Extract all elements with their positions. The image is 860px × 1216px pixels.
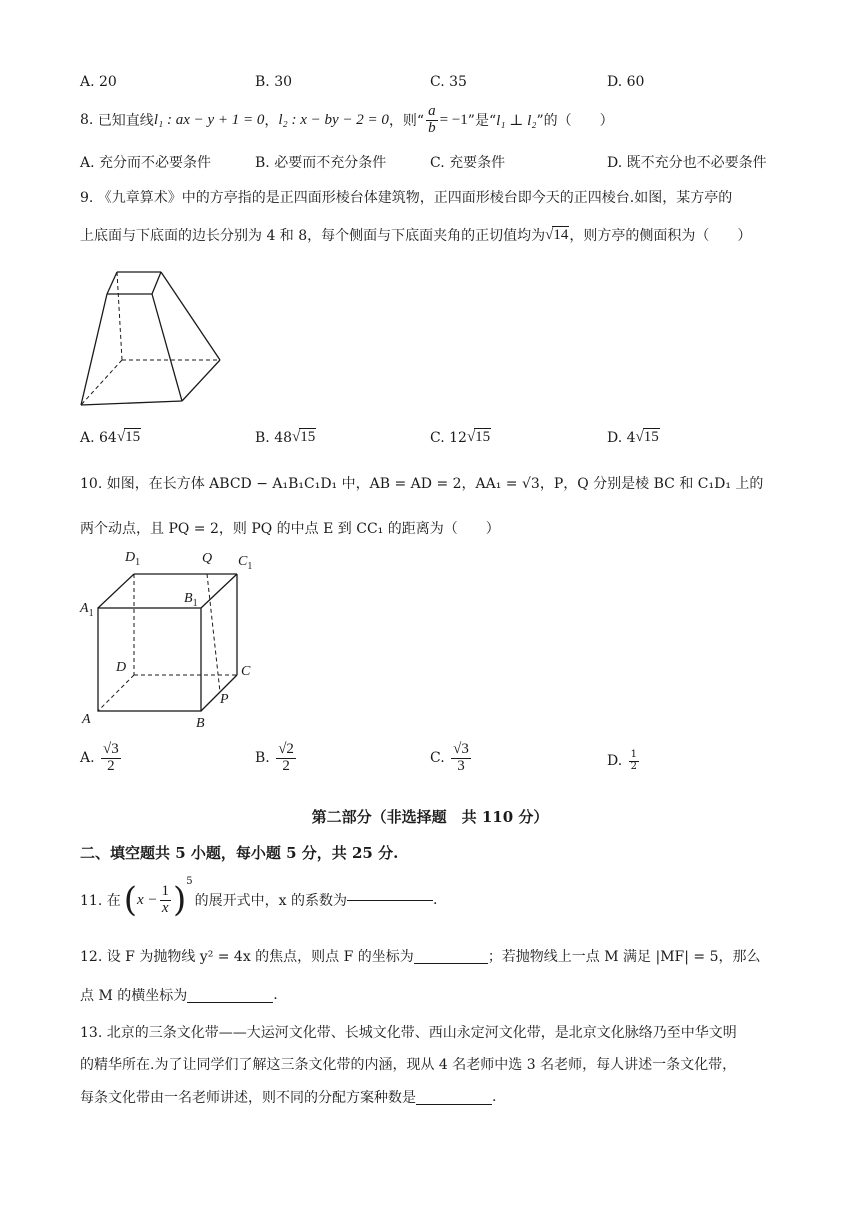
q8-option-a: A. 充分而不必要条件 [80,155,212,171]
q7-option-d: D. 60 [607,74,645,90]
q9-option-d: D. 4 √15 [607,429,659,446]
q8-is: ”是“ [467,113,497,130]
q9-line2-b: ，则方亭的侧面积为（ ） [569,228,752,244]
label-c: C [241,664,251,679]
q8-option-d: D. 既不充分也不必要条件 [607,155,767,171]
q8-prefix: 已知直线 [97,113,154,130]
q9-stem-line1: 9. 《九章算术》中的方亭指的是正四面形棱台体建筑物，正四面形棱台即今天的正四棱台.如图，某方亭的 [80,190,733,206]
label-b: B [196,716,205,731]
q8-suffix: ”的（ ） [536,113,614,130]
q9-option-b: B. 48 √15 [255,429,316,446]
q8-l2-equation: l₂ : x − by − 2 = 0 [278,111,389,128]
q9-option-a: A. 64 √15 [80,429,141,446]
q8-option-b: B. 必要而不充分条件 [255,155,387,171]
q8-perp: l₁ ⊥ l₂ [496,112,537,129]
section2-title: 第二部分（非选择题 共 110 分） [311,808,549,826]
q10-cuboid-figure [75,545,265,735]
q10-stem-line2: 两个动点，且 PQ = 2，则 PQ 的中点 E 到 CC₁ 的距离为（ ） [80,521,500,537]
q11-stem: 11. 在 ( x − $\frac{1}{x}$ ) 5 的展开式中，x 的系数为 . [80,876,438,920]
label-q: Q [202,551,213,566]
q13-line1: 13. 北京的三条文化带——大运河文化带、长城文化带、西山永定河文化带，是北京文化脉络乃至中华文明 [80,1025,737,1041]
label-c1: $C_1$ [238,554,253,572]
q9-line2-a: 上底面与下底面的边长分别为 4 和 8，每个侧面与下底面夹角的正切值均为 [80,228,546,244]
q9-frustum-figure [76,268,236,416]
q10-option-c: C. $\frac{√3}{3}$ [430,741,469,774]
q8-cond-rhs: = −1 [439,111,468,128]
q8-number: 8. [80,112,94,129]
q7-option-b: B. 30 [255,74,293,90]
q10-stem-line1: 10. 如图，在长方体 ABCD − A₁B₁C₁D₁ 中，AB = AD = 2，AA₁ = √3，P，Q 分别是棱 BC 和 C₁D₁ 上的 [80,476,764,492]
q12-line1: 12. 设 F 为抛物线 y² = 4x 的焦点，则点 F 的坐标为 ；若抛物线上一点 M 满足 |MF| = 5，那么 [80,949,761,965]
q10-option-a: A. $\frac{√3}{2}$ [80,741,119,774]
q13-line3: 每条文化带由一名老师讲述，则不同的分配方案种数是 . [80,1089,497,1106]
label-a1: $A_1$ [80,601,94,619]
q10-option-b: B. $\frac{√2}{2}$ [255,741,294,774]
q8-stem: 8. 已知直线 l₁ : ax − y + 1 = 0 ， l₂ : x − by − 2 = 0 ，则“ $\frac{a}{b}$ = −1 ”是“ l₁ ⊥ l₂ ”的（ ） [80,103,614,136]
q8-l1-equation: l₁ : ax − y + 1 = 0 [153,111,265,128]
label-p: P [220,692,229,707]
q8-then: ，则“ [388,113,425,130]
q8-option-c: C. 充要条件 [430,155,506,171]
q9-option-c: C. 12 √15 [430,429,491,446]
label-d1: $D_1$ [125,550,141,568]
label-b1: $B_1$ [184,591,198,609]
q12-line2: 点 M 的横坐标为 . [80,987,278,1004]
q9-sqrt-14: √14 [545,226,569,243]
label-a: A [82,712,91,727]
section2-heading: 二、填空题共 5 小题，每小题 5 分，共 25 分. [80,844,399,862]
q7-option-c: C. 35 [430,74,467,90]
q10-option-d: D. $\frac{1}{2}$ [607,749,638,772]
q9-stem-line2 [80,225,751,245]
q8-fraction-a-over-b: $\frac{a}{b}$ [428,103,436,136]
q13-line2: 的精华所在.为了让同学们了解这三条文化带的内涵，现从 4 名老师中选 3 名老师，每人讲述一条文化带， [80,1057,737,1073]
q7-option-a: A. 20 [80,74,117,90]
label-d: D [116,660,127,675]
